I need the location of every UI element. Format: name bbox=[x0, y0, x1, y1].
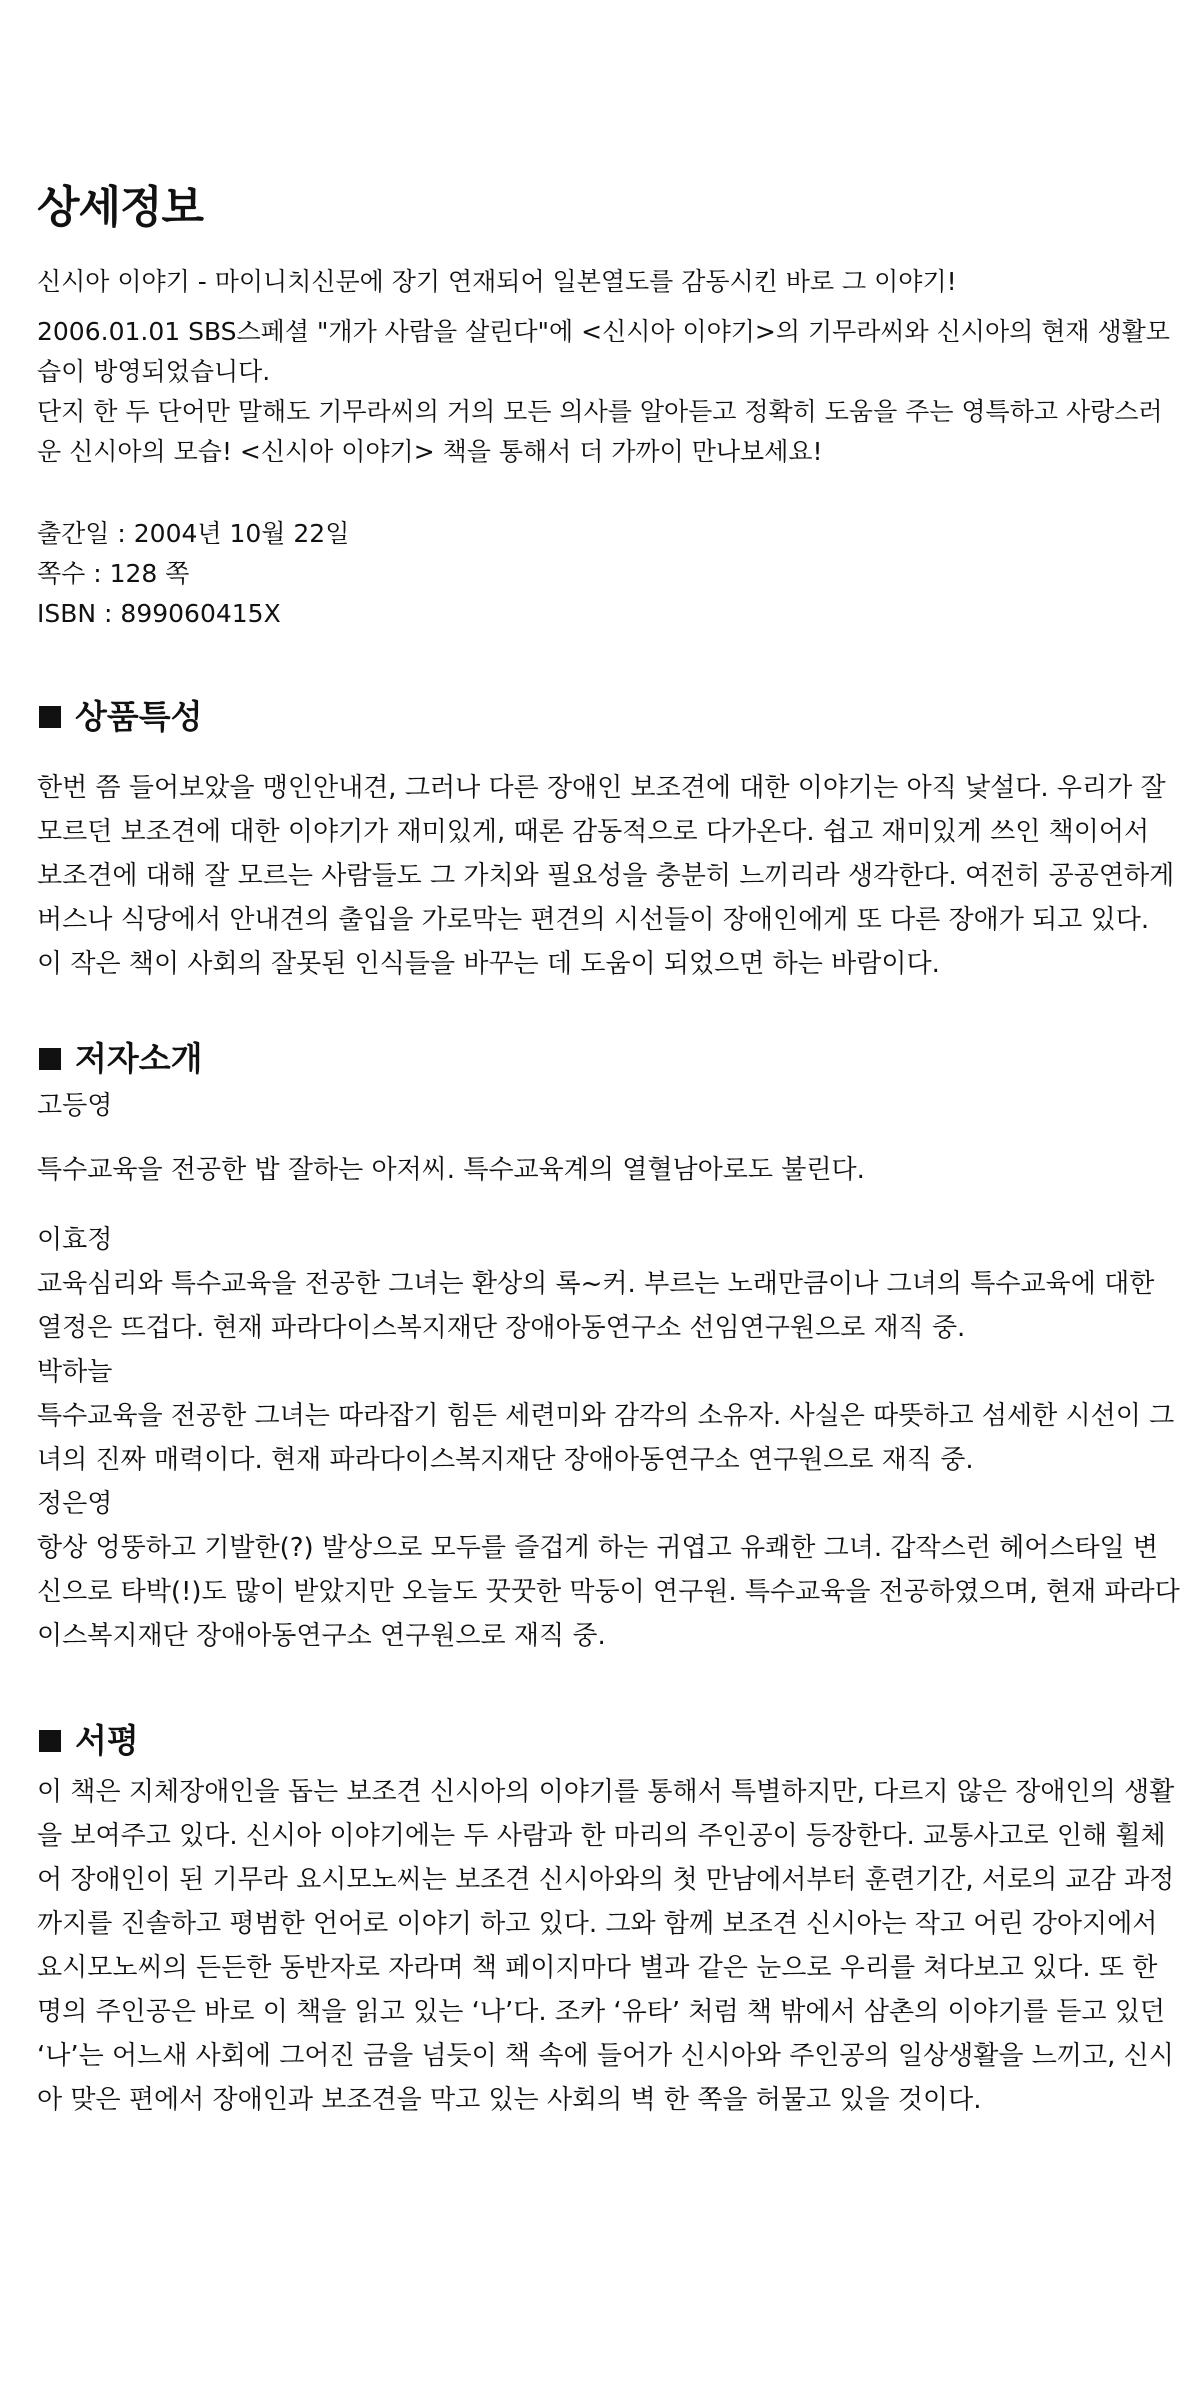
publish-date: 출간일 : 2004년 10월 22일 bbox=[37, 519, 350, 548]
features-heading-label: 상품특성 bbox=[75, 697, 203, 736]
author-entry bbox=[37, 1482, 1180, 1658]
review-body: 이 책은 지체장애인을 돕는 보조견 신시아의 이야기를 통해서 특별하지만, 다르지 않은 장애인의 생활을 보여주고 있다. 신시아 이야기에는 두 사람과 한 마리의 주인공이 등장한다. 교통사고로 인해 휠체어 장애인이 된 기무라 요시모노씨는 보조견 신시아와의 첫 만남에서부터 훈련기간, 서로의 교감 과정까지를 진솔하고 평범한 언어로 이야기 하고 있다. 그와 함께 보조견 신시아는 작고 어린 강아지에서 요시모노씨의 든든한 동반자로 자라며 책 페이지마다 별과 같은 눈으로 우리를 쳐다보고 있다. 또 한명의 주인공은 바로 이 책을 읽고 있는 ‘나’다. 조카 ‘유타’ 처럼 책 밖에서 삼촌의 이야기를 듣고 있던 ‘나’는 어느새 사회에 그어진 금을 넘듯이 책 속에 들어가 신시아와 주인공의 일상생활을 느끼고, 신시아 맞은 편에서 장애인과 보조견을 막고 있는 사회의 벽 한 쪽을 허물고 있을 것이다. bbox=[37, 1777, 1175, 2115]
author-description: 특수교육을 전공한 밥 잘하는 아저씨. 특수교육계의 열혈남아로도 불린다. bbox=[37, 1155, 865, 1185]
square-bullet-icon bbox=[39, 706, 61, 728]
author-name: 정은영 bbox=[37, 1489, 113, 1519]
author-description: 교육심리와 특수교육을 전공한 그녀는 환상의 록~커. 부르는 노래만큼이나 그녀의 특수교육에 대한 열정은 뜨겁다. 현재 파라다이스복지재단 장애아동연구소 선임연구원으로 재직 중. bbox=[37, 1269, 1155, 1343]
book-subtitle: 신시아 이야기 - 마이니치신문에 장기 연재되어 일본열도를 감동시킨 바로 그 이야기! bbox=[37, 267, 957, 296]
author-description: 특수교육을 전공한 그녀는 따라잡기 힘든 세련미와 감각의 소유자. 사실은 따뜻하고 섬세한 시선이 그녀의 진짜 매력이다. 현재 파라다이스복지재단 장애아동연구소 연구원으로 재직 중. bbox=[37, 1401, 1175, 1475]
review-heading bbox=[37, 1716, 1180, 1766]
intro-paragraph: 단지 한 두 단어만 말해도 기무라씨의 거의 모든 의사를 알아듣고 정확히 도움을 주는 영특하고 사랑스러운 신시아의 모습! <신시아 이야기> 책을 통해서 더 가까이 만나보세요! bbox=[37, 397, 1163, 466]
square-bullet-icon bbox=[39, 1048, 61, 1070]
intro-paragraph: 2006.01.01 SBS스페셜 "개가 사람을 살린다"에 <신시아 이야기>의 기무라씨와 신시아의 현재 생활모습이 방영되었습니다. bbox=[37, 317, 1170, 386]
authors-heading bbox=[37, 1034, 1180, 1084]
features-body: 한번 쯤 들어보았을 맹인안내견, 그러나 다른 장애인 보조견에 대한 이야기는 아직 낯설다. 우리가 잘 모르던 보조견에 대한 이야기가 재미있게, 때론 감동적으로 다가온다. 쉽고 재미있게 쓰인 책이어서 보조견에 대해 잘 모르는 사람들도 그 가치와 필요성을 충분히 느끼리라 생각한다. 여전히 공공연하게 버스나 식당에서 안내견의 출입을 가로막는 편견의 시선들이 장애인에게 또 다른 장애가 되고 있다. 이 작은 책이 사회의 잘못된 인식들을 바꾸는 데 도움이 되었으면 하는 바람이다. bbox=[37, 773, 1175, 979]
authors-section bbox=[37, 1034, 1180, 1658]
square-bullet-icon bbox=[39, 1730, 61, 1752]
author-entry bbox=[37, 1350, 1180, 1482]
authors-heading-label: 저자소개 bbox=[75, 1039, 203, 1078]
author-entry bbox=[37, 1218, 1180, 1350]
intro-block bbox=[37, 312, 1180, 472]
features-section bbox=[37, 692, 1180, 986]
isbn: ISBN : 899060415X bbox=[37, 599, 281, 628]
page-title: 상세정보 bbox=[37, 182, 204, 233]
features-heading bbox=[37, 692, 1180, 742]
page-count: 쪽수 : 128 쪽 bbox=[37, 559, 190, 588]
review-heading-label: 서평 bbox=[75, 1721, 139, 1760]
author-name: 고등영 bbox=[37, 1091, 113, 1121]
book-meta bbox=[37, 514, 1180, 634]
author-description: 항상 엉뚱하고 기발한(?) 발상으로 모두를 즐겁게 하는 귀엽고 유쾌한 그녀. 갑작스런 헤어스타일 변신으로 타박(!)도 많이 받았지만 오늘도 꿋꿋한 막둥이 연구원. 특수교육을 전공하였으며, 현재 파라다이스복지재단 장애아동연구소 연구원으로 재직 중. bbox=[37, 1533, 1180, 1651]
author-name: 이효정 bbox=[37, 1225, 113, 1255]
author-entry bbox=[37, 1084, 1180, 1192]
author-name: 박하늘 bbox=[37, 1357, 113, 1387]
review-section bbox=[37, 1716, 1180, 2122]
